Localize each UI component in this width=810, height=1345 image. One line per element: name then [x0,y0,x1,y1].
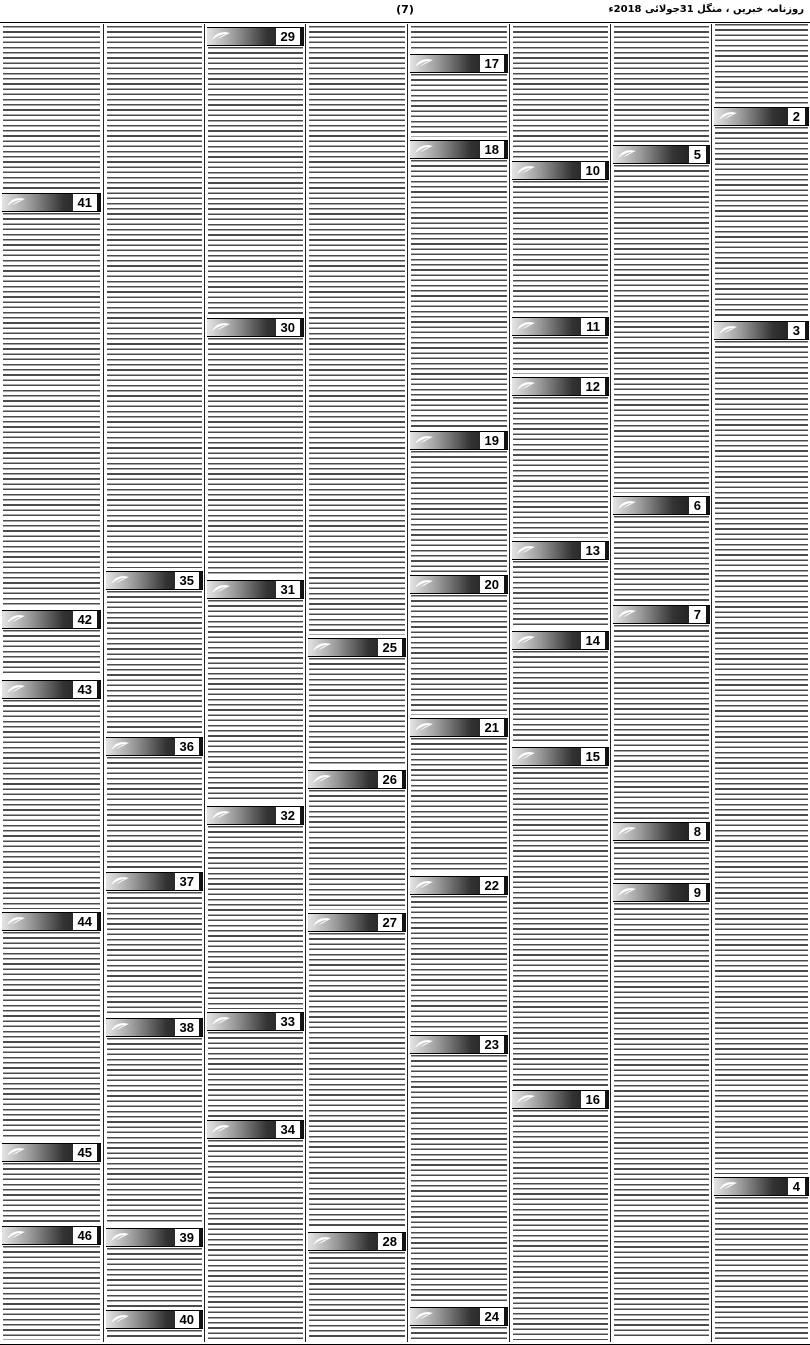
leaf-ornament-icon [6,1147,26,1158]
article-text [208,47,303,315]
section-heading [613,883,710,902]
section-number: 38 [175,1019,199,1036]
article-text [715,127,808,318]
section-heading [410,431,508,450]
leaf-ornament-icon [516,545,536,556]
section-heading [410,718,508,737]
leaf-ornament-icon [211,322,231,333]
col-4 [305,24,408,1342]
leaf-ornament-icon [516,751,536,762]
section-number: 6 [689,497,706,514]
article-text [208,826,303,1009]
section-number: 35 [175,572,199,589]
section-heading [512,631,609,650]
section-heading [207,318,304,337]
article-text [411,738,507,873]
section-heading [106,1228,203,1247]
section-number: 19 [480,432,504,449]
article-text [3,932,100,1140]
section-heading [714,107,809,126]
article-text [208,338,303,577]
section-heading [2,912,101,931]
leaf-ornament-icon [414,1311,434,1322]
leaf-ornament-icon [110,876,130,887]
leaf-ornament-icon [414,722,434,733]
section-heading [106,737,203,756]
article-text [513,337,608,374]
section-number: 11 [581,318,605,335]
col-1 [0,24,103,1342]
article-text [309,26,405,635]
col-2 [103,24,205,1342]
article-text [411,1055,507,1304]
section-heading [2,1226,101,1245]
section-number: 20 [480,576,504,593]
section-number: 8 [689,823,706,840]
article-text [107,892,202,1015]
leaf-ornament-icon [6,684,26,695]
section-number: 3 [788,322,805,339]
section-number: 23 [480,1036,504,1053]
section-number: 46 [73,1227,97,1244]
section-heading [512,161,609,180]
section-heading [512,317,609,336]
article-text [715,24,808,104]
article-text [513,1110,608,1340]
section-number: 2 [788,108,805,125]
article-text [309,1252,405,1340]
section-number: 32 [276,807,300,824]
section-heading [410,54,508,73]
section-heading [613,822,710,841]
section-number: 12 [581,378,605,395]
section-number: 30 [276,319,300,336]
section-number: 37 [175,873,199,890]
article-text [411,1327,507,1340]
article-text [411,26,507,51]
article-text [513,561,608,628]
leaf-ornament-icon [312,774,332,785]
col-3 [204,24,306,1342]
leaf-ornament-icon [718,1181,738,1192]
section-heading [106,1310,203,1329]
section-number: 14 [581,632,605,649]
section-heading [2,193,101,212]
section-number: 18 [480,141,504,158]
section-heading [207,1120,304,1139]
leaf-ornament-icon [211,1016,231,1027]
article-text [411,74,507,137]
article-text [107,591,202,734]
section-heading [410,1307,508,1326]
article-text [513,181,608,314]
article-text [3,26,100,190]
leaf-ornament-icon [617,887,637,898]
section-heading [512,541,609,560]
article-text [107,1330,202,1340]
leaf-ornament-icon [211,810,231,821]
section-number: 41 [73,194,97,211]
article-text [513,651,608,744]
section-number: 9 [689,884,706,901]
article-text [3,1246,100,1340]
section-number: 7 [689,606,706,623]
section-number: 24 [480,1308,504,1325]
leaf-ornament-icon [516,321,536,332]
section-number: 39 [175,1229,199,1246]
leaf-ornament-icon [718,111,738,122]
leaf-ornament-icon [312,1236,332,1247]
article-text [614,903,709,1340]
leaf-ornament-icon [414,58,434,69]
section-number: 40 [175,1311,199,1328]
section-heading [106,571,203,590]
leaf-ornament-icon [516,1094,536,1105]
article-text [208,1032,303,1117]
section-number: 45 [73,1144,97,1161]
article-text [513,26,608,158]
section-number: 25 [378,639,402,656]
article-text [411,160,507,428]
leaf-ornament-icon [516,635,536,646]
section-heading [308,913,406,932]
leaf-ornament-icon [211,1124,231,1135]
section-number: 29 [276,28,300,45]
article-text [107,1038,202,1225]
leaf-ornament-icon [414,435,434,446]
section-number: 10 [581,162,605,179]
article-text [715,341,808,1174]
section-heading [613,145,710,164]
section-number: 26 [378,771,402,788]
section-heading [308,638,406,657]
article-text [208,600,303,803]
section-heading [207,806,304,825]
article-text [614,26,709,142]
section-heading [714,1177,809,1196]
section-heading [308,770,406,789]
article-text [3,213,100,607]
leaf-ornament-icon [110,741,130,752]
section-heading [106,1018,203,1037]
article-text [614,842,709,880]
article-text [614,516,709,602]
article-text [107,26,202,568]
leaf-ornament-icon [617,609,637,620]
article-text [411,595,507,715]
section-number: 42 [73,611,97,628]
col-5 [407,24,510,1342]
section-heading [512,747,609,766]
leaf-ornament-icon [414,880,434,891]
article-text [614,165,709,493]
section-heading [410,1035,508,1054]
section-number: 28 [378,1233,402,1250]
section-heading [207,1012,304,1031]
article-text [3,630,100,677]
article-text [107,1248,202,1307]
section-heading [613,496,710,515]
leaf-ornament-icon [617,149,637,160]
section-number: 34 [276,1121,300,1138]
leaf-ornament-icon [6,1230,26,1241]
section-number: 31 [276,581,300,598]
article-text [513,767,608,1087]
leaf-ornament-icon [312,917,332,928]
col-6 [509,24,611,1342]
section-number: 5 [689,146,706,163]
leaf-ornament-icon [6,197,26,208]
leaf-ornament-icon [110,575,130,586]
section-number: 27 [378,914,402,931]
masthead: روزنامہ خبریں ، منگل 31جولائی 2018ء [608,4,804,15]
section-number: 21 [480,719,504,736]
section-heading [613,605,710,624]
article-text [309,790,405,910]
section-heading [2,1143,101,1162]
leaf-ornament-icon [211,31,231,42]
leaf-ornament-icon [414,579,434,590]
section-heading [106,872,203,891]
article-text [208,1140,303,1340]
section-number: 36 [175,738,199,755]
page-header [0,0,810,23]
leaf-ornament-icon [414,1039,434,1050]
article-text [715,1197,808,1340]
section-heading [512,377,609,396]
section-heading [2,610,101,629]
article-text [309,933,405,1229]
col-7 [610,24,712,1342]
section-heading [410,140,508,159]
leaf-ornament-icon [110,1022,130,1033]
leaf-ornament-icon [414,144,434,155]
section-number: 17 [480,55,504,72]
section-number: 4 [788,1178,805,1195]
section-heading [410,876,508,895]
section-heading [512,1090,609,1109]
leaf-ornament-icon [617,500,637,511]
section-heading [308,1232,406,1251]
col-8 [711,24,810,1342]
section-number: 22 [480,877,504,894]
leaf-ornament-icon [6,614,26,625]
section-number: 13 [581,542,605,559]
article-text [3,1163,100,1223]
leaf-ornament-icon [516,381,536,392]
leaf-ornament-icon [312,642,332,653]
section-number: 16 [581,1091,605,1108]
article-text [614,625,709,819]
leaf-ornament-icon [110,1314,130,1325]
section-heading [410,575,508,594]
section-heading [207,580,304,599]
section-heading [207,27,304,46]
section-number: 44 [73,913,97,930]
leaf-ornament-icon [718,325,738,336]
leaf-ornament-icon [617,826,637,837]
article-text [107,757,202,869]
leaf-ornament-icon [110,1232,130,1243]
section-heading [2,680,101,699]
leaf-ornament-icon [516,165,536,176]
article-text [411,896,507,1032]
section-number: 33 [276,1013,300,1030]
leaf-ornament-icon [211,584,231,595]
leaf-ornament-icon [6,916,26,927]
article-text [309,658,405,767]
page-number: (7) [396,3,414,16]
article-text [3,700,100,909]
section-number: 15 [581,748,605,765]
article-text [513,397,608,538]
article-text [411,451,507,572]
section-heading [714,321,809,340]
section-number: 43 [73,681,97,698]
